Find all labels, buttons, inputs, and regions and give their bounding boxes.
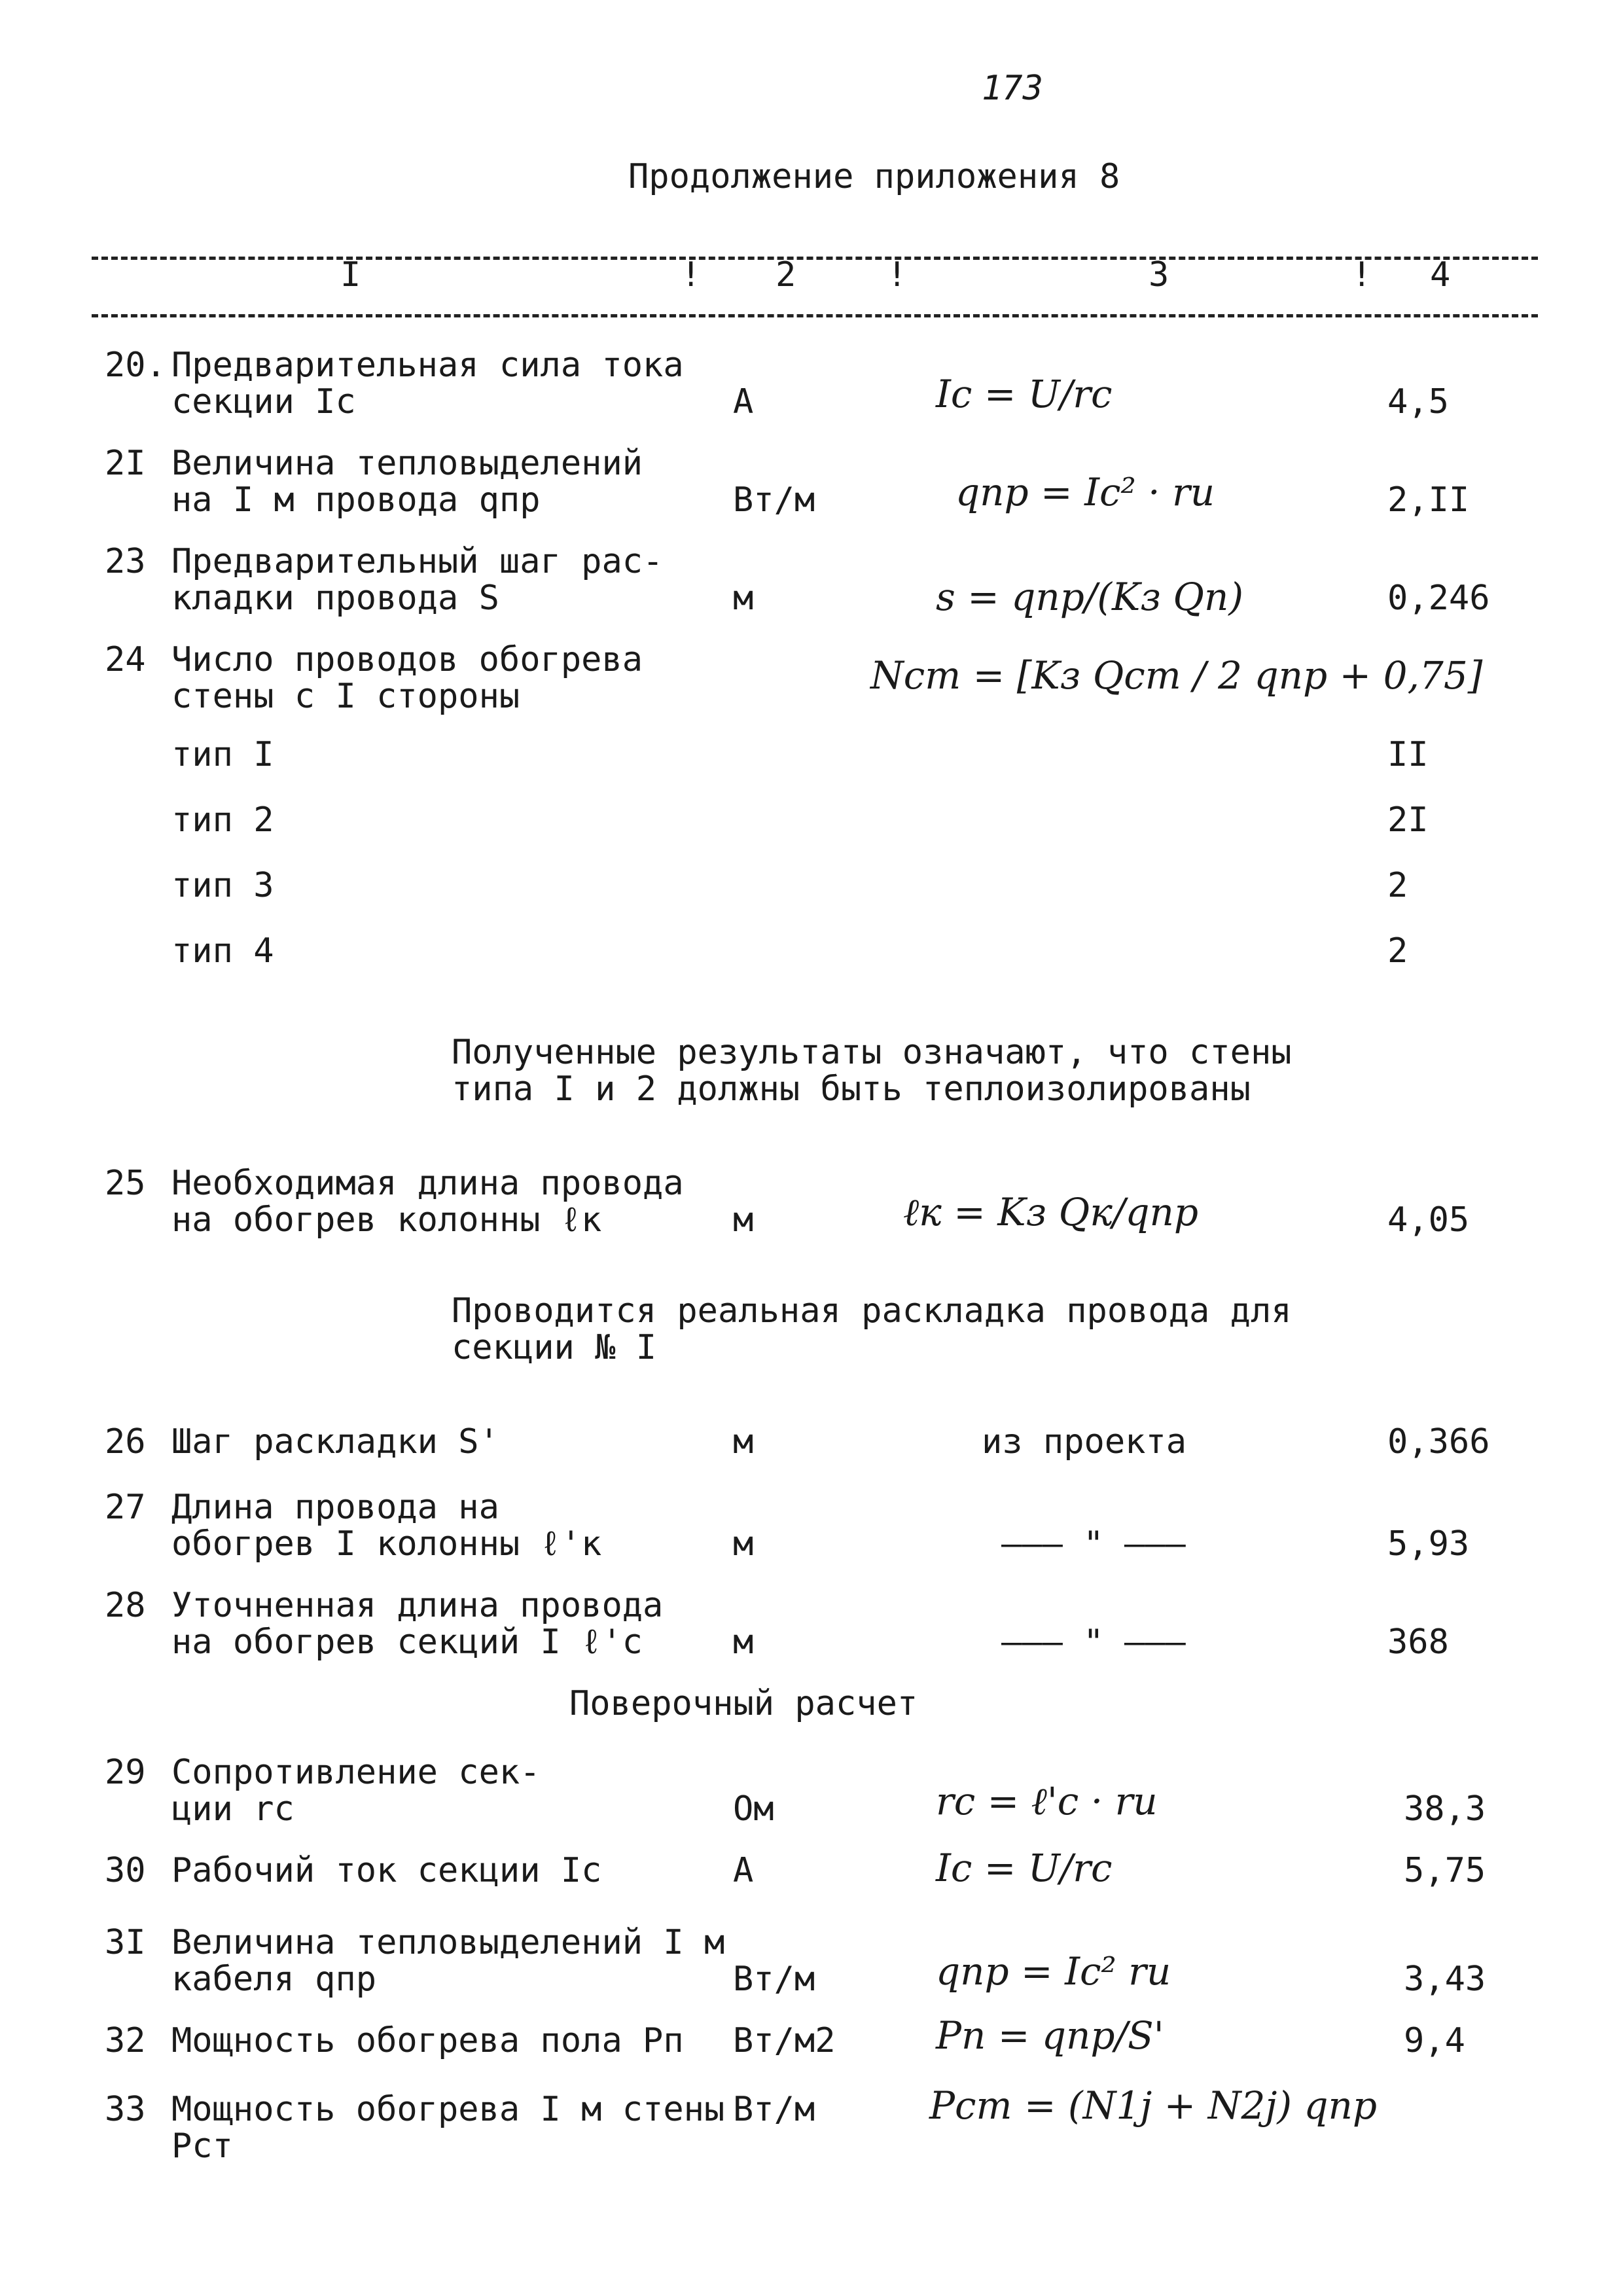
- note-layout: Проводится реальная раскладка провода для секции № I: [452, 1291, 1292, 1367]
- row-formula: Iс = U/rс: [936, 372, 1113, 416]
- row-formula: rс = ℓ'с · rи: [936, 1779, 1158, 1823]
- row-description: Уточненная длина провода на обогрев секций I ℓ'с: [171, 1586, 664, 1662]
- row-number: 2I: [105, 444, 146, 483]
- row-unit: Вт/м2: [733, 2021, 836, 2060]
- col-header-sep-3: !: [1351, 255, 1372, 295]
- row-description: Мощность обогрева I м стены Рст: [171, 2090, 725, 2166]
- row-description: Мощность обогрева пола Рп: [171, 2021, 684, 2060]
- row-number: 23: [105, 542, 146, 581]
- col-header-2: 2: [776, 255, 796, 295]
- row-formula: Pп = qпр/S': [936, 2013, 1164, 2058]
- row-value: 5,93: [1387, 1524, 1470, 1564]
- row-number: 3I: [105, 1923, 146, 1962]
- row-formula: ——— " ———: [1001, 1623, 1186, 1662]
- row-unit: м: [733, 1200, 754, 1240]
- row-number: 33: [105, 2090, 146, 2129]
- row-description: Шаг раскладки S': [171, 1422, 499, 1462]
- row-unit: м: [733, 579, 754, 618]
- row-value: 0,246: [1387, 579, 1490, 618]
- col-header-sep-2: !: [887, 255, 908, 295]
- row-unit: м: [733, 1623, 754, 1662]
- row-value: 368: [1387, 1623, 1449, 1662]
- row-formula: qпр = Iс² rи: [936, 1949, 1171, 1994]
- row-formula: из проекта: [982, 1422, 1187, 1462]
- type-value: II: [1387, 735, 1429, 774]
- row-formula: s = qпр/(Kз Qп): [936, 575, 1243, 619]
- row-number: 29: [105, 1753, 146, 1792]
- row-value: 4,5: [1387, 382, 1449, 422]
- row-unit: м: [733, 1422, 754, 1462]
- row-description: Длина провода на обогрев I колонны ℓ'к: [171, 1488, 602, 1564]
- section-heading: Поверочный расчет: [569, 1684, 918, 1723]
- row-unit: м: [733, 1524, 754, 1564]
- row-formula: Nст = [Kз Qст / 2 qпр + 0,75]: [870, 653, 1483, 698]
- row-number: 27: [105, 1488, 146, 1527]
- note-insulation: Полученные результаты означают, что стены типа I и 2 должны быть теплоизолированы: [452, 1033, 1292, 1109]
- page-number: 173: [982, 69, 1043, 108]
- row-description: Необходимая длина провода на обогрев колонны ℓк: [171, 1164, 684, 1240]
- row-description: Величина тепловыделений I м кабеля qпр: [171, 1923, 725, 1999]
- row-formula: Iс = U/rс: [936, 1846, 1113, 1890]
- row-unit: Ом: [733, 1789, 774, 1829]
- row-description: Предварительная сила тока секции Iс: [171, 346, 684, 422]
- col-header-1: I: [340, 255, 361, 295]
- row-formula: Pст = (N1j + N2j) qпр: [929, 2083, 1378, 2128]
- type-label: тип I: [171, 735, 274, 774]
- row-unit: А: [733, 382, 754, 422]
- row-value: 5,75: [1404, 1851, 1486, 1890]
- row-formula: qпр = Iс² · rи: [955, 470, 1215, 514]
- row-value: 3,43: [1404, 1960, 1486, 1999]
- row-value: 38,3: [1404, 1789, 1486, 1829]
- row-value: 4,05: [1387, 1200, 1470, 1240]
- row-unit: Вт/м: [733, 1960, 815, 1999]
- row-value: 0,366: [1387, 1422, 1490, 1462]
- row-value: 9,4: [1404, 2021, 1465, 2060]
- row-number: 28: [105, 1586, 146, 1625]
- page-title: Продолжение приложения 8: [628, 157, 1120, 196]
- row-number: 25: [105, 1164, 146, 1203]
- type-value: 2: [1387, 931, 1408, 971]
- row-number: 26: [105, 1422, 146, 1462]
- row-description: Число проводов обогрева стены с I стороны: [171, 640, 643, 716]
- row-description: Предварительный шаг рас- кладки провода S: [171, 542, 664, 618]
- row-description: Величина тепловыделений на I м провода qпр: [171, 444, 643, 520]
- type-value: 2: [1387, 866, 1408, 905]
- type-label: тип 4: [171, 931, 274, 971]
- row-number: 30: [105, 1851, 146, 1890]
- row-number: 32: [105, 2021, 146, 2060]
- row-description: Сопротивление сек- ции rс: [171, 1753, 541, 1829]
- col-header-sep-1: !: [681, 255, 702, 295]
- row-unit: Вт/м: [733, 2090, 815, 2129]
- row-number: 24: [105, 640, 146, 679]
- row-value: 2,II: [1387, 480, 1470, 520]
- row-description: Рабочий ток секции Iс: [171, 1851, 602, 1890]
- type-label: тип 2: [171, 800, 274, 840]
- row-unit: Вт/м: [733, 480, 815, 520]
- row-number: 20.: [105, 346, 166, 385]
- row-formula: ——— " ———: [1001, 1524, 1186, 1564]
- type-value: 2I: [1387, 800, 1429, 840]
- col-header-4: 4: [1430, 255, 1451, 295]
- col-header-3: 3: [1149, 255, 1169, 295]
- table-top-rule: [92, 257, 1538, 260]
- row-unit: А: [733, 1851, 754, 1890]
- row-formula: ℓк = Kз Qк/qпр: [903, 1190, 1199, 1234]
- table-header-rule: [92, 314, 1538, 317]
- type-label: тип 3: [171, 866, 274, 905]
